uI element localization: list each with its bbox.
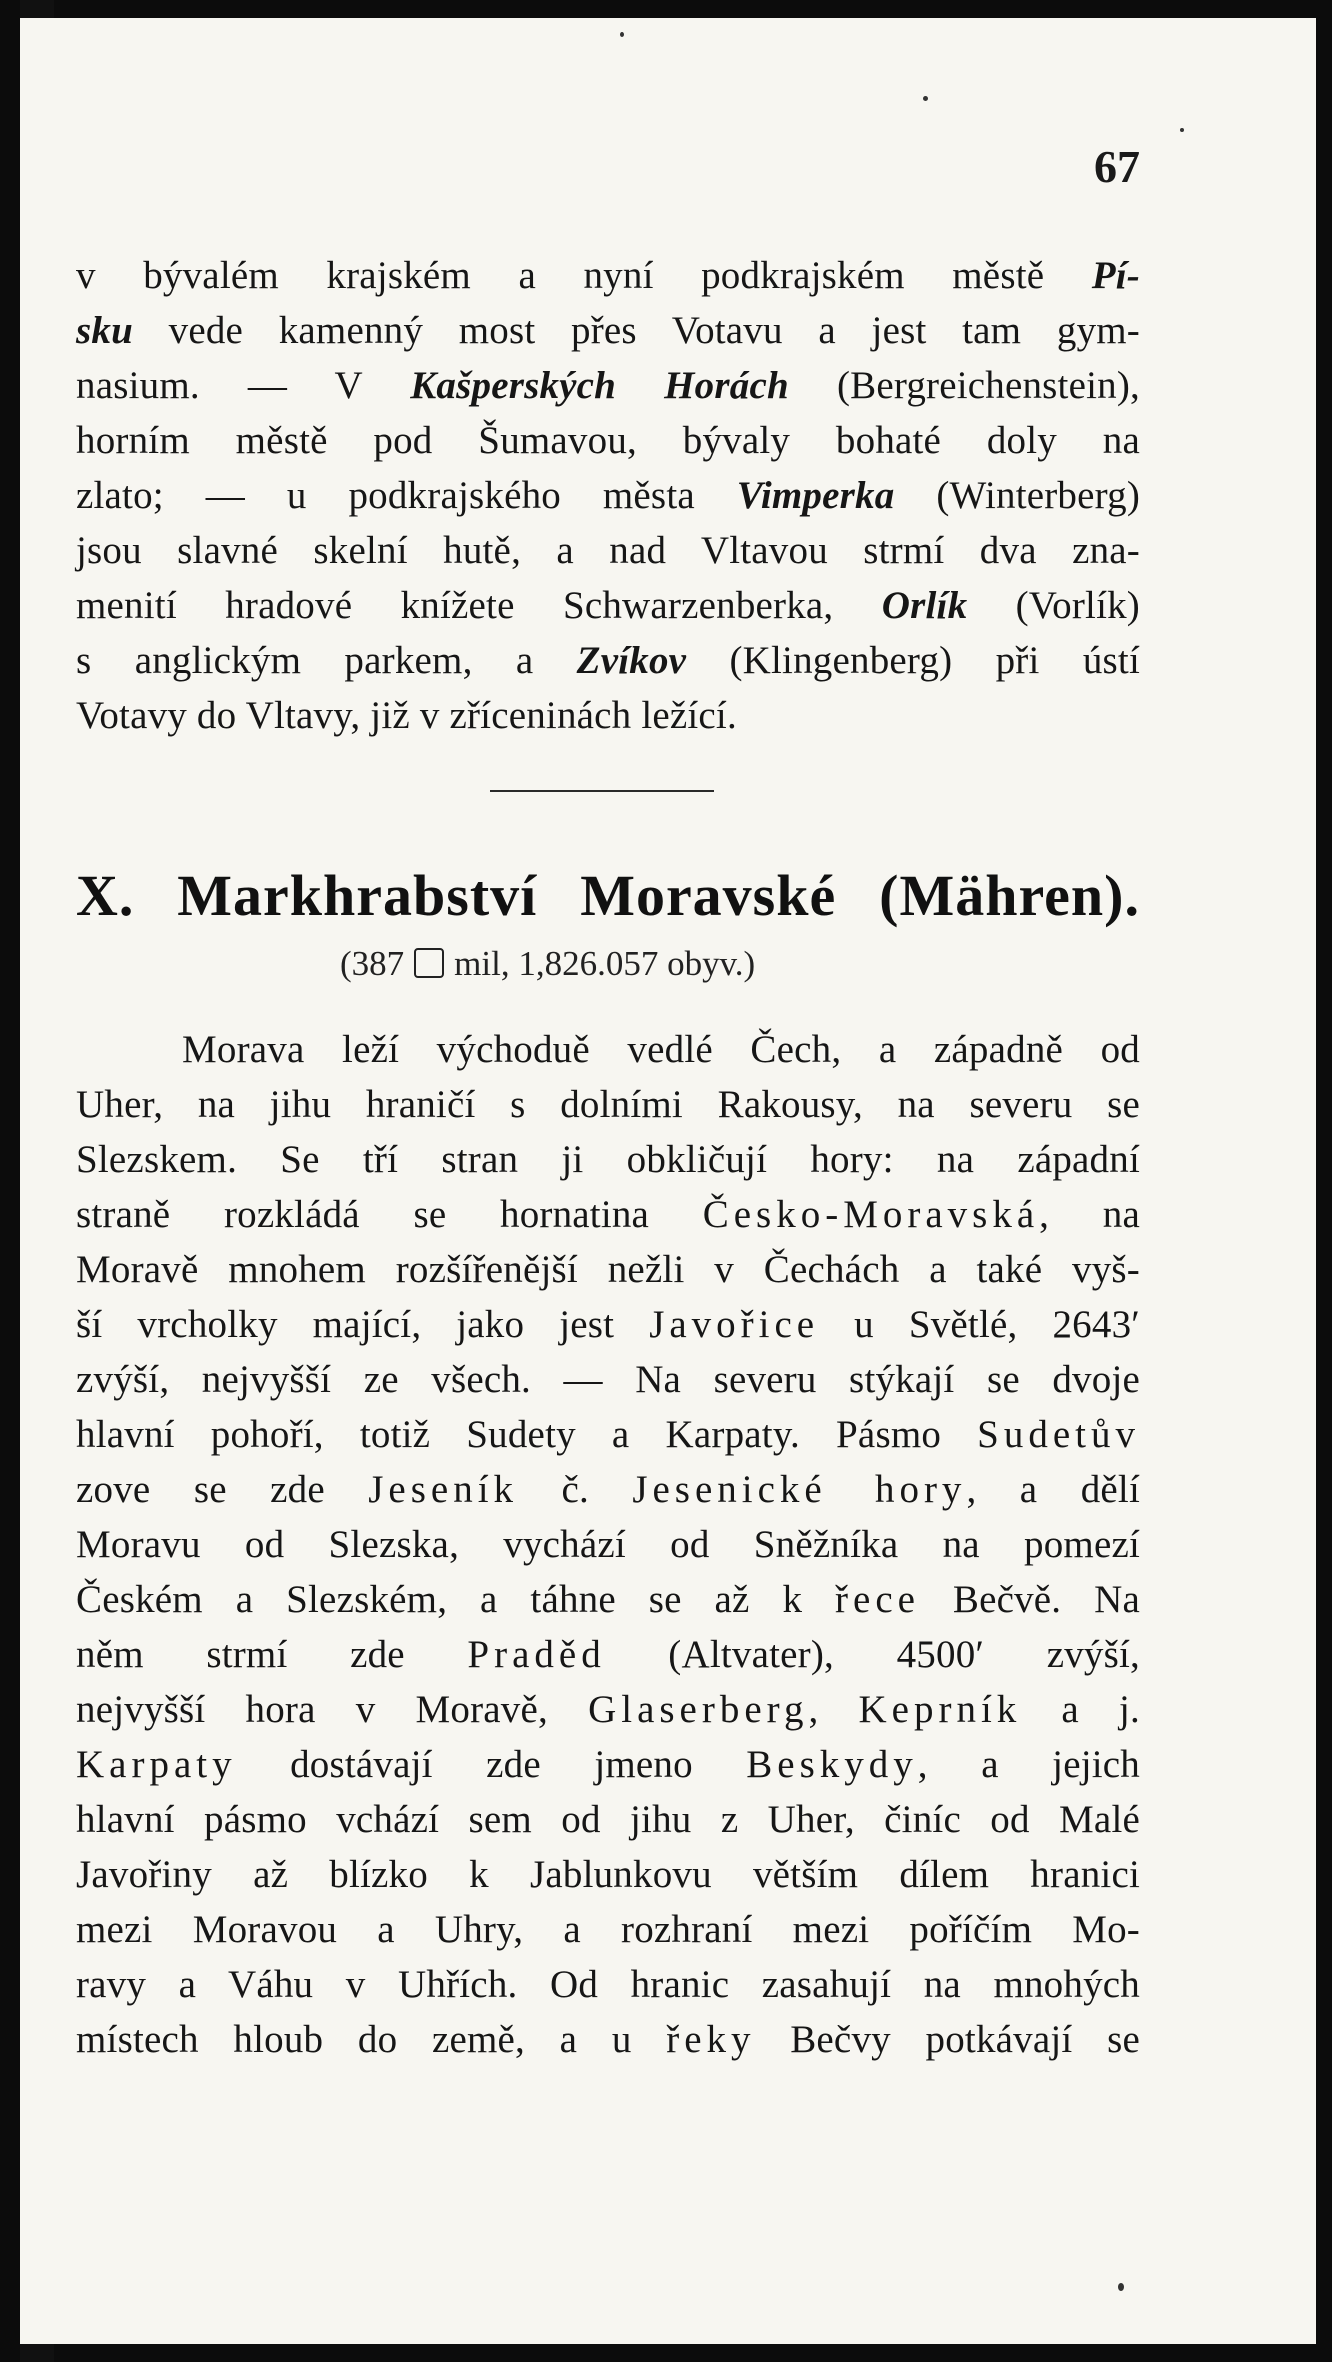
spaced-term: Česko-Moravská (702, 1193, 1040, 1236)
spaced-term: Glaserberg (588, 1688, 809, 1731)
spaced-term: řece (835, 1578, 920, 1621)
text-line: ravy a Váhu v Uhřích. Od hranic zasahují na mnohých (76, 1963, 1140, 2006)
page-number: 67 (1094, 141, 1140, 192)
spaced-term: Praděd (467, 1633, 606, 1676)
text-line: Karpaty dostávají zde jmeno Beskydy, a jejich (76, 1743, 1140, 1786)
print-speck (923, 96, 928, 101)
text-line: jsou slavné skelní hutě, a nad Vltavou strmí dva zna- (76, 529, 1140, 572)
spaced-term: Keprník (858, 1688, 1022, 1731)
paragraph-bohemia-end (76, 248, 1140, 743)
text-line: místech hloub do země, a u řeky Bečvy potkávají se (76, 2018, 1140, 2061)
spaced-term: Jesenické hory (632, 1468, 967, 1511)
place-name: sku (76, 309, 133, 352)
text-line: nasium. — V Kašperských Horách (Bergreichenstein), (76, 364, 1140, 407)
text-line: Morava leží východuě vedlé Čech, a západně od (182, 1028, 1140, 1071)
place-name: Vimperka (736, 474, 895, 517)
text-line: nejvyšší hora v Moravě, Glaserberg, Keprník a j. (76, 1688, 1140, 1731)
text-line: v bývalém krajském a nyní podkrajském městě Pí- (76, 254, 1140, 297)
text-line: zlato; — u podkrajského města Vimperka (Winterberg) (76, 474, 1141, 517)
spaced-term: Javořice (649, 1303, 820, 1346)
spaced-term: Beskydy (746, 1743, 918, 1786)
text-line: Moravě mnohem rozšířenější nežli v Čechách a také vyš- (76, 1248, 1140, 1291)
place-name: Pí- (1091, 254, 1140, 297)
text-line: něm strmí zde Praděd (Altvater), 4500′ zvýší, (76, 1633, 1140, 1676)
text-line: horním městě pod Šumavou, bývaly bohaté doly na (76, 419, 1140, 462)
text-line: Votavy do Vltavy, již v zříceninách ležící. (76, 694, 737, 737)
text-line: Moravu od Slezska, vychází od Sněžníka na pomezí (76, 1523, 1140, 1566)
text-line: hlavní pohoří, totiž Sudety a Karpaty. Pásmo Sudetův (76, 1413, 1140, 1456)
text-line: Javořiny až blízko k Jablunkovu větším dílem hranici (76, 1853, 1140, 1896)
text-line: mezi Moravou a Uhry, a rozhraní mezi poříčím Mo- (76, 1908, 1140, 1951)
print-speck (620, 32, 624, 37)
print-speck (1180, 128, 1184, 132)
text-line: Slezskem. Se tří stran ji obkličují hory: na západní (76, 1138, 1140, 1181)
text-line: menití hradové knížete Schwarzenberka, Orlík (Vorlík) (76, 584, 1140, 627)
section-stats: (387 mil, 1,826.057 obyv.) (340, 944, 756, 983)
spaced-term: Sudetův (977, 1413, 1140, 1456)
spaced-term: řeky (666, 2018, 756, 2061)
text-line: s anglickým parkem, a Zvíkov (Klingenberg) při ústí (76, 639, 1140, 682)
place-name: Orlík (881, 584, 968, 627)
text-line: straně rozkládá se hornatina Česko-Moravská, na (76, 1193, 1140, 1236)
text-line: sku vede kamenný most přes Votavu a jest tam gym- (76, 309, 1140, 352)
section-title: X. Markhrabství Moravské (Mähren). (76, 863, 1140, 928)
spaced-term: Jeseník (368, 1468, 519, 1511)
place-name: Zvíkov (576, 639, 687, 682)
section-divider (490, 790, 714, 792)
text-line: hlavní pásmo vchází sem od jihu z Uher, činíc od Malé (76, 1798, 1140, 1841)
text-line: Uher, na jihu hraničí s dolními Rakousy, na severu se (76, 1083, 1140, 1126)
text-line: zvýší, nejvyšší ze všech. — Na severu stýkají se dvoje (76, 1358, 1140, 1401)
place-name: Kašperských Horách (410, 364, 789, 407)
text-line: Českém a Slezském, a táhne se až k řece Bečvě. Na (76, 1578, 1141, 1621)
spaced-term: Karpaty (76, 1743, 237, 1786)
square-mile-icon (414, 948, 444, 978)
print-speck (1118, 2283, 1124, 2291)
text-line: ší vrcholky mající, jako jest Javořice u Světlé, 2643′ (76, 1303, 1140, 1346)
text-line: zove se zde Jeseník č. Jesenické hory, a dělí (76, 1468, 1140, 1511)
paragraph-moravia (76, 1022, 1140, 2067)
